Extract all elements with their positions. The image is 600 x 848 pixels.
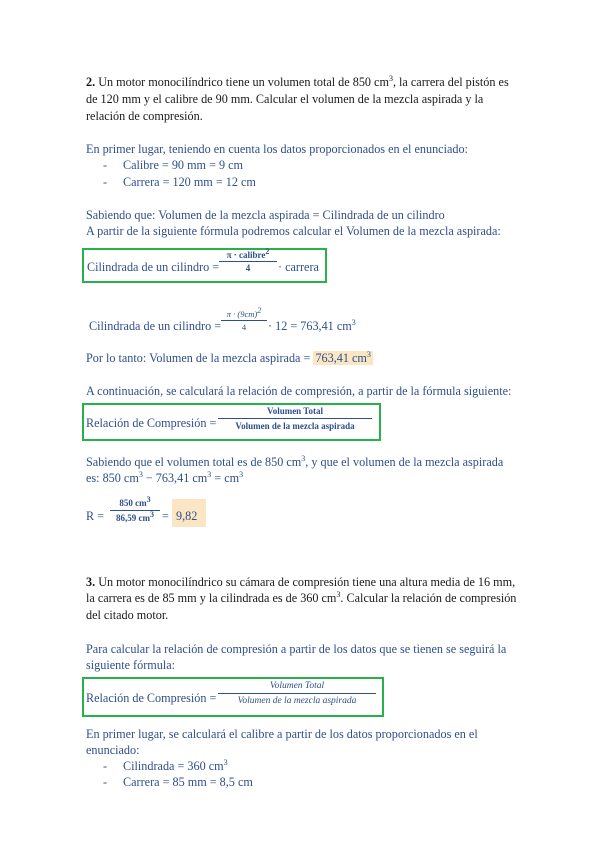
problem2-statement-line2: de 120 mm y el calibre de 90 mm. Calcular el volumen de la mezcla aspirada y la — [86, 92, 484, 106]
problem2-next: A continuación, se calculará la relación de compresión, a partir de la fórmula siguiente: — [86, 384, 512, 398]
problem3-statement-line2: la carrera es de 85 mm y la cilindrada es de 360 $cm^3$. Calcular la relación de compresión — [86, 589, 517, 605]
problem3-intro-line2: siguiente fórmula: — [86, 658, 176, 672]
problem2-knowing2-line2: es: 850 $cm^3 - 763,41$ $cm^3 = cm^3$ — [86, 469, 244, 485]
result-value: 9,82 — [176, 509, 198, 523]
problem2-knowing2-line1: Sabiendo que el volumen total es de 850 $cm^3$, y que el volumen de la mezcla aspirada — [86, 453, 504, 469]
problem3-intro-line1: Para calcular la relación de compresión a partir de los datos que se tienen se seguirá la — [86, 642, 507, 656]
problem3-first-line1: En primer lugar, se calculará el calibre a partir de los datos proporcionados en el — [86, 727, 478, 741]
problem3-bullet-1: - Cilindrada = 360 $cm^3$ — [103, 757, 228, 773]
problem3-number: 3. — [86, 575, 96, 589]
problem2-knowing: Sabiendo que: Volumen de la mezcla aspirada = Cilindrada de un cilindro — [86, 208, 445, 222]
calc1-rhs: · 12 = 763,41 $cm^3$ — [268, 317, 356, 333]
calc1-lhs: Cilindrada de un cilindro = — [89, 319, 222, 333]
problem2-statement-line1: 2. Un motor monocilíndrico tiene un volumen total de 850 $cm^3$, la carrera del pistón es — [86, 73, 509, 89]
problem2-bullet-2: - Carrera = 120 mm = 12 cm — [103, 175, 256, 189]
formula3-lhs: Relación de Compresión = — [86, 691, 217, 705]
formula1-fraction: π · calibre$^2$ 4 — [219, 250, 277, 273]
problem2-number: 2. — [86, 75, 96, 89]
problem2-formula-intro: A partir de la siguiente fórmula podremos calcular el Volumen de la mezcla aspirada: — [86, 224, 501, 238]
result-fraction: 850 $cm^3$ 86,59 $cm^3$ — [110, 497, 160, 524]
result-equals: = — [162, 509, 169, 523]
formula1-rhs: · carrera — [278, 260, 319, 274]
problem3-statement-line3: del citado motor. — [86, 608, 169, 622]
formula2-fraction: Volumen Total Volumen de la mezcla aspirada — [218, 405, 372, 432]
problem2-intro: En primer lugar, teniendo en cuenta los datos proporcionados en el enunciado: — [86, 142, 468, 156]
problem2-statement-line3: relación de compresión. — [86, 109, 203, 123]
formula2-lhs: Relación de Compresión = — [86, 416, 217, 430]
formula3-fraction: Volumen Total Volumen de la mezcla aspirada — [218, 680, 376, 707]
formula1-lhs: Cilindrada de un cilindro = — [87, 260, 220, 274]
problem3-statement-line1: 3. Un motor monocilíndrico su cámara de compresión tiene una altura media de 16 mm, — [86, 575, 516, 589]
problem2-therefore: Por lo tanto: Volumen de la mezcla aspirada = 763,41 $cm^3$ — [86, 349, 371, 365]
result-lhs: R = — [86, 509, 105, 523]
problem2-bullet-1: - Calibre = 90 mm = 9 cm — [103, 158, 244, 172]
volume-highlight: 763,41 $cm^3$ — [315, 349, 371, 365]
calc1-fraction: $\pi \cdot (9cm)^2$ 4 — [221, 309, 267, 332]
problem3-bullet-2: - Carrera = 85 mm = 8,5 cm — [103, 775, 253, 789]
problem3-first-line2: enunciado: — [86, 743, 140, 757]
